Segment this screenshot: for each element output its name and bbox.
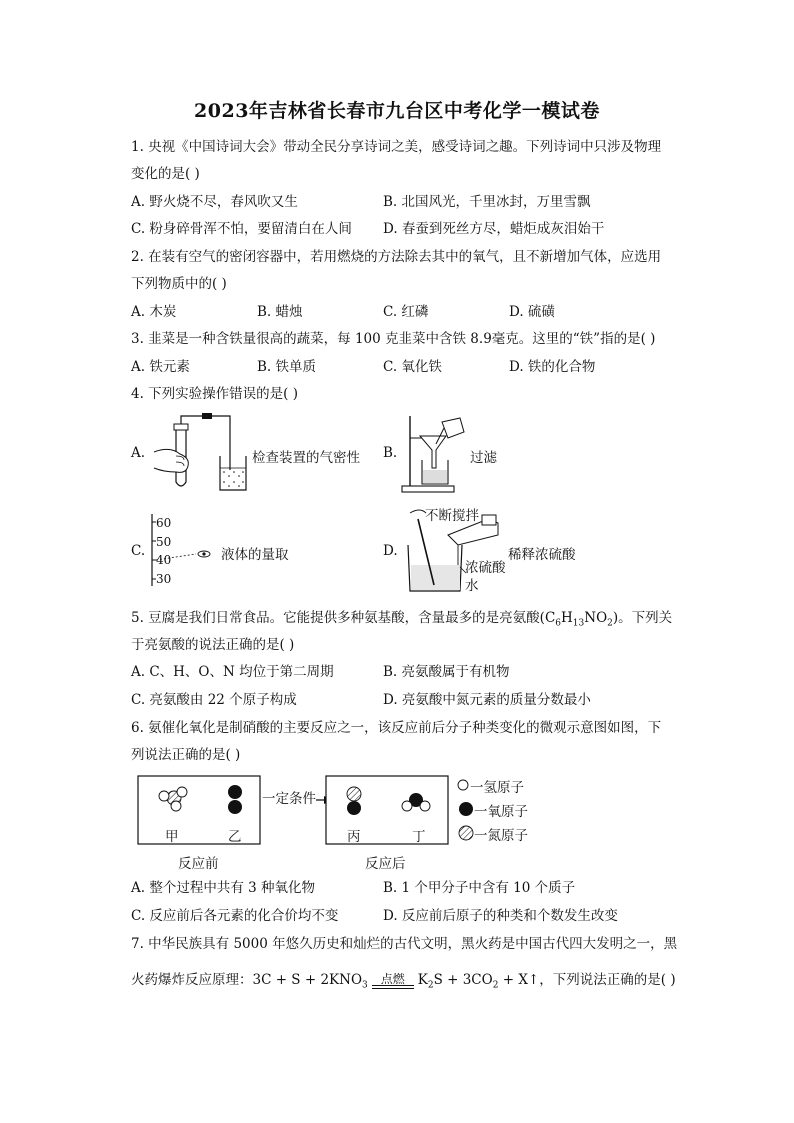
q1-option-a: A. 野火烧不尽，春风吹又生 bbox=[131, 194, 298, 210]
q4-option-a-letter: A. bbox=[131, 445, 146, 461]
q4-option-c-letter: C. bbox=[131, 543, 146, 559]
q1-option-b: B. 北国风光，千里冰封，万里雪飘 bbox=[383, 194, 591, 210]
q6-legend-oxygen: 一氧原子 bbox=[474, 804, 528, 820]
q4-option-d-acid-label: 浓硫酸 bbox=[465, 560, 506, 576]
q1-option-c: C. 粉身碎骨浑不怕，要留清白在人间 bbox=[131, 221, 352, 237]
q4-option-d-text: 稀释浓硫酸 bbox=[508, 547, 576, 563]
q3-option-b: B. 铁单质 bbox=[257, 359, 317, 375]
q6-label-bing: 丙 bbox=[347, 829, 361, 845]
q6-after-label: 反应后 bbox=[365, 856, 406, 872]
q4-option-b-text: 过滤 bbox=[470, 450, 497, 466]
q2-option-b: B. 蜡烛 bbox=[257, 304, 303, 320]
reaction-equals-sign: 点燃 bbox=[372, 973, 414, 989]
q6-legend-nitrogen: 一氮原子 bbox=[474, 828, 528, 844]
q2-option-d: D. 硫磺 bbox=[509, 304, 555, 320]
airtightness-check-illustration bbox=[146, 410, 256, 495]
q2-stem-line1: 2. 在装有空气的密闭容器中，若用燃烧的方法除去其中的氧气，且不新增加气体，应选用 bbox=[131, 249, 662, 265]
q7-stem-line2: 火药爆炸反应原理：$3C + S + 2KNO_3$ 点燃 $K_2S + 3CO_2$ + X↑，下列说法正确的是( ) bbox=[131, 971, 676, 991]
page-title: 2023年吉林省长春市九台区中考化学一模试卷 bbox=[194, 100, 600, 122]
q3-option-d: D. 铁的化合物 bbox=[509, 359, 596, 375]
q6-before-label: 反应前 bbox=[178, 856, 219, 872]
cylinder-tick-60: 60 bbox=[156, 516, 172, 530]
q5-option-d: D. 亮氨酸中氮元素的质量分数最小 bbox=[383, 692, 591, 708]
q6-stem-line1: 6. 氨催化氧化是制硝酸的主要反应之一，该反应前后分子种类变化的微观示意图如图，下 bbox=[131, 720, 662, 736]
q6-legend-hydrogen: 一氢原子 bbox=[470, 780, 524, 796]
q3-option-c: C. 氧化铁 bbox=[383, 359, 442, 375]
q7-stem-line1: 7. 中华民族具有 5000 年悠久历史和灿烂的古代文明，黑火药是中国古代四大发明之一，黑 bbox=[131, 936, 678, 952]
q6-option-d: D. 反应前后原子的种类和个数发生改变 bbox=[383, 908, 618, 924]
q4-option-a-text: 检查装置的气密性 bbox=[252, 450, 360, 466]
q4-option-d-stir-label: 不断搅拌 bbox=[425, 508, 479, 524]
q2-stem-line2: 下列物质中的( ) bbox=[131, 276, 227, 292]
q6-label-ding: 丁 bbox=[412, 829, 426, 845]
q4-option-d-water-label: 水 bbox=[465, 578, 479, 594]
q4-option-b-letter: B. bbox=[383, 445, 398, 461]
q3-stem-line1: 3. 韭菜是一种含铁量很高的蔬菜，每 100 克韭菜中含铁 8.9毫克。这里的“铁”指的是( ) bbox=[131, 331, 656, 347]
q2-option-a: A. 木炭 bbox=[131, 304, 177, 320]
q6-option-a: A. 整个过程中共有 3 种氧化物 bbox=[131, 880, 316, 896]
q6-label-yi: 乙 bbox=[228, 829, 242, 845]
q3-option-a: A. 铁元素 bbox=[131, 359, 190, 375]
cylinder-tick-30: 30 bbox=[156, 572, 172, 586]
q6-label-jia: 甲 bbox=[165, 829, 179, 845]
q5-stem-line2: 于亮氨酸的说法正确的是( ) bbox=[131, 637, 295, 653]
q6-reaction-condition: 一定条件 bbox=[262, 787, 316, 807]
q4-option-d-letter: D. bbox=[383, 543, 398, 559]
q5-option-b: B. 亮氨酸属于有机物 bbox=[383, 664, 510, 680]
q6-option-b: B. 1 个甲分子中含有 10 个质子 bbox=[383, 880, 576, 896]
cylinder-tick-50: 50 bbox=[156, 535, 172, 549]
cylinder-tick-40: 40 bbox=[156, 553, 172, 567]
q1-stem-line2: 变化的是( ) bbox=[131, 166, 200, 182]
q1-option-d: D. 春蚕到死丝方尽，蜡炬成灰泪始干 bbox=[383, 221, 605, 237]
q6-stem-line2: 列说法正确的是( ) bbox=[131, 747, 241, 763]
filtration-illustration bbox=[398, 408, 478, 498]
q4-option-c-text: 液体的量取 bbox=[221, 547, 289, 563]
q4-stem-line1: 4. 下列实验操作错误的是( ) bbox=[131, 386, 298, 402]
q5-option-a: A. C、H、O、N 均位于第二周期 bbox=[131, 664, 334, 680]
q5-option-c: C. 亮氨酸由 22 个原子构成 bbox=[131, 692, 297, 708]
q1-stem-line1: 1. 央视《中国诗词大会》带动全民分享诗词之美，感受诗词之趣。下列诗词中只涉及物理 bbox=[131, 139, 662, 155]
q6-option-c: C. 反应前后各元素的化合价均不变 bbox=[131, 908, 339, 924]
q5-stem-line1: 5. 豆腐是我们日常食品。它能提供多种氨基酸，含量最多的是亮氨酸$(C_6H_{13}NO_2)$。下列关 bbox=[131, 610, 673, 629]
q2-option-c: C. 红磷 bbox=[383, 304, 429, 320]
